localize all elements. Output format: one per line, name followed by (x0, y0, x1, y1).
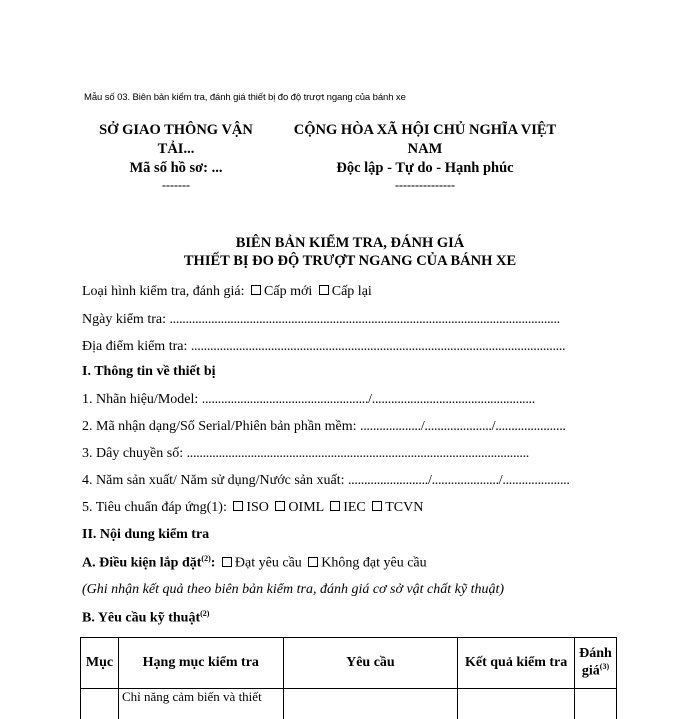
opt-renew-label: Cấp lại (332, 284, 372, 299)
header-result: Kết quả kiểm tra (458, 638, 575, 689)
title-line-2: THIẾT BỊ ĐO ĐỘ TRƯỢT NGANG CỦA BÁNH XE (80, 252, 620, 270)
date-value: .......................................................................................................................... (169, 312, 559, 327)
row1-result-cell (458, 689, 575, 719)
header-left-divider: ------- (86, 178, 266, 192)
inspection-type-row (82, 284, 602, 300)
section-2b-sup: (2) (200, 609, 209, 618)
document-title (80, 234, 620, 270)
date-label: Ngày kiểm tra: (82, 312, 166, 327)
row1-item-cell (81, 689, 119, 719)
date-row (82, 312, 602, 328)
section-2b-label: B. Yêu cầu kỹ thuật (82, 611, 200, 626)
section-2a-colon: : (211, 556, 216, 571)
header-eval (575, 638, 617, 689)
requirements-table (80, 637, 617, 719)
section-2a-row (82, 554, 602, 572)
checkbox-iso[interactable] (233, 501, 243, 511)
item-5-label: 5. Tiêu chuẩn đáp ứng(1): (82, 500, 227, 515)
header-eval-label: Đánh giá (579, 646, 612, 679)
section-1-heading: I. Thông tin về thiết bị (82, 364, 602, 380)
header-eval-sup: (3) (600, 662, 609, 671)
table-header-row (81, 638, 617, 689)
item-1-row (82, 392, 602, 408)
item-1-label: 1. Nhãn hiệu/Model: (82, 392, 198, 407)
inspection-type-label: Loại hình kiểm tra, đánh giá: (82, 284, 245, 299)
item-3-row (82, 446, 602, 462)
item-4-row (82, 473, 602, 489)
national-motto: Độc lập - Tự do - Hạnh phúc (280, 159, 570, 178)
row1-category-cell: Chỉ năng cảm biến và thiết (118, 689, 283, 719)
checkbox-oiml[interactable] (275, 501, 285, 511)
item-4-value: ........................./...................../..................... (348, 473, 570, 488)
opt-new-label: Cấp mới (264, 284, 312, 299)
row1-eval-cell (575, 689, 617, 719)
place-row (82, 339, 602, 355)
file-code: Mã số hồ sơ: ... (86, 159, 266, 178)
item-2-value: .................../...................../...................... (360, 419, 566, 434)
section-2-heading: II. Nội dung kiểm tra (82, 527, 602, 543)
std-tcvn-label: TCVN (385, 500, 423, 515)
item-3-value: ........................................................................................................... (187, 446, 529, 461)
template-label: Mẫu số 03. Biên bản kiểm tra, đánh giá thiết bị đo độ trượt ngang của bánh xe (84, 92, 406, 103)
department-name: SỞ GIAO THÔNG VẬN (86, 121, 266, 140)
opt-pass-label: Đạt yêu cầu (235, 556, 302, 571)
header-left (86, 121, 266, 192)
item-2-label: 2. Mã nhận dạng/Số Serial/Phiên bản phần mềm: (82, 419, 357, 434)
title-line-1: BIÊN BẢN KIỂM TRA, ĐÁNH GIÁ (80, 234, 620, 252)
section-2a-sup: (2) (201, 554, 210, 563)
item-4-label: 4. Năm sản xuất/ Năm sử dụng/Nước sản xuất: (82, 473, 344, 488)
checkbox-iec[interactable] (330, 501, 340, 511)
std-iec-label: IEC (343, 500, 366, 515)
place-label: Địa điểm kiểm tra: (82, 339, 187, 354)
country-name: CỘNG HÒA XÃ HỘI CHỦ NGHĨA VIỆT (280, 121, 570, 140)
table-row (81, 689, 617, 719)
department-name-cont: TẢI... (86, 140, 266, 159)
section-2a-label: A. Điều kiện lắp đặt (82, 556, 201, 571)
header-right-divider: --------------- (280, 178, 570, 192)
section-2a-note: (Ghi nhận kết quả theo biên bản kiểm tra, đánh giá cơ sở vật chất kỹ thuật) (82, 582, 602, 598)
item-2-row (82, 419, 602, 435)
item-5-row (82, 500, 602, 516)
header-item: Mục (81, 638, 119, 689)
header-right (280, 121, 570, 192)
place-value: ..................................................................................................................... (191, 339, 565, 354)
checkbox-new[interactable] (251, 285, 261, 295)
std-oiml-label: OIML (288, 500, 323, 515)
country-name-cont: NAM (280, 140, 570, 159)
checkbox-renew[interactable] (319, 285, 329, 295)
checkbox-fail[interactable] (308, 557, 318, 567)
checkbox-tcvn[interactable] (372, 501, 382, 511)
header-requirement: Yêu cầu (283, 638, 458, 689)
item-1-value: ..................................................../................................................... (202, 392, 535, 407)
std-iso-label: ISO (246, 500, 269, 515)
item-3-label: 3. Dây chuyền số: (82, 446, 183, 461)
checkbox-pass[interactable] (222, 557, 232, 567)
row1-requirement-cell (283, 689, 458, 719)
section-2b-row (82, 609, 602, 627)
header-category: Hạng mục kiểm tra (118, 638, 283, 689)
opt-fail-label: Không đạt yêu cầu (321, 556, 426, 571)
